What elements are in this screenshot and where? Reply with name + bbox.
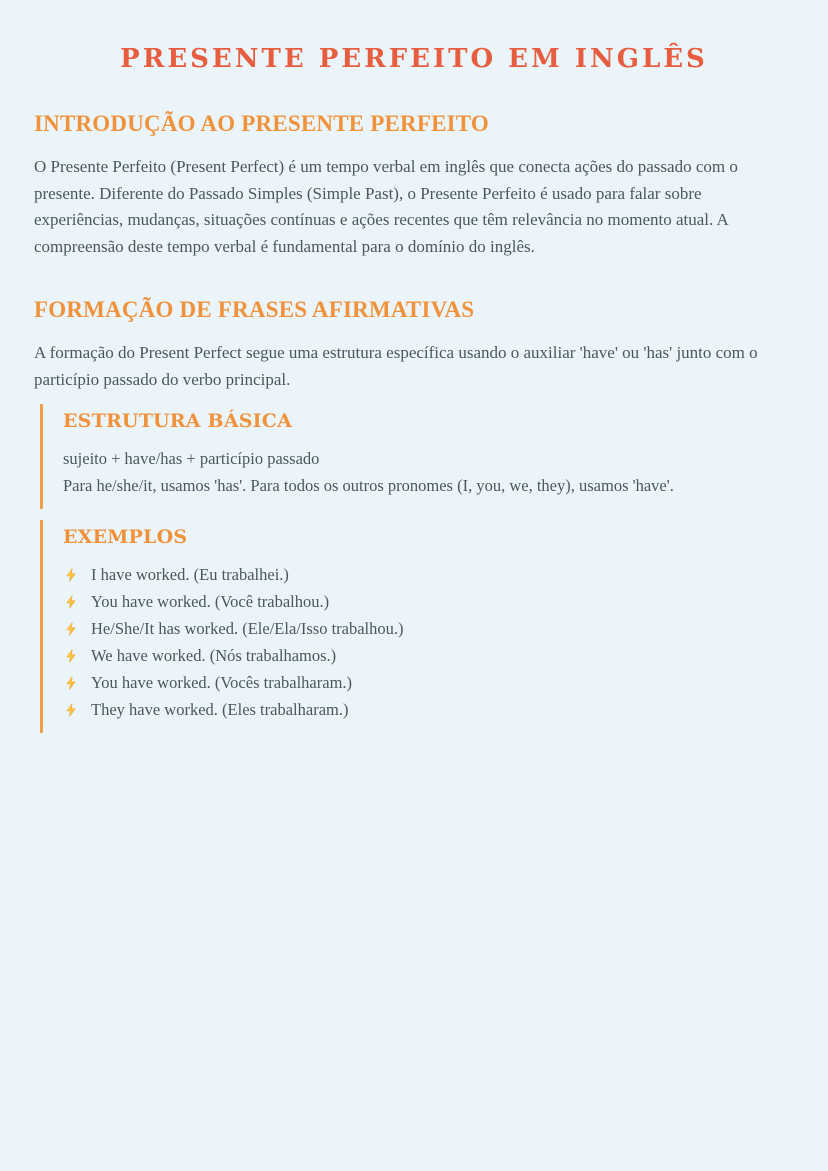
example-item — [63, 696, 706, 723]
example-text: He/She/It has worked. (Ele/Ela/Isso trabalhou.) — [91, 619, 404, 638]
lightning-bolt-icon — [63, 669, 80, 696]
example-text: I have worked. (Eu trabalhei.) — [91, 565, 289, 584]
page-content — [34, 111, 794, 733]
lightning-bolt-icon — [63, 588, 80, 615]
lightning-bolt-icon — [63, 615, 80, 642]
example-item — [63, 588, 706, 615]
example-text: They have worked. (Eles trabalharam.) — [91, 700, 349, 719]
example-list — [63, 561, 706, 723]
lightning-bolt-icon — [63, 696, 80, 723]
example-item — [63, 669, 706, 696]
lightning-bolt-icon — [63, 561, 80, 588]
estrutura-explanation-line: Para he/she/it, usamos 'has'. Para todos os outros pronomes (I, you, we, they), usamos 'have'. — [63, 476, 674, 495]
formacao-paragraph: A formação do Present Perfect segue uma estrutura específica usando o auxiliar 'have' ou 'has' junto com o particípio passado do verbo principal. — [34, 343, 758, 389]
example-text: You have worked. (Vocês trabalharam.) — [91, 673, 353, 692]
estrutura-formula-line: sujeito + have/has + particípio passado — [63, 449, 320, 468]
section-heading-formacao: FORMAÇÃO DE FRASES AFIRMATIVAS — [34, 297, 475, 322]
callout-heading-estrutura: ESTRUTURA BÁSICA — [63, 410, 293, 432]
page-title: PRESENTE PERFEITO EM INGLÊS — [120, 44, 708, 74]
example-text: You have worked. (Você trabalhou.) — [91, 592, 330, 611]
example-item — [63, 561, 706, 588]
callout-estrutura-basica — [40, 404, 794, 509]
callout-heading-exemplos: EXEMPLOS — [63, 526, 188, 548]
callout-exemplos — [40, 520, 794, 733]
lightning-bolt-icon — [63, 642, 80, 669]
example-item — [63, 615, 706, 642]
example-text: We have worked. (Nós trabalhamos.) — [91, 646, 337, 665]
example-item — [63, 642, 706, 669]
intro-paragraph: O Presente Perfeito (Present Perfect) é um tempo verbal em inglês que conecta ações do passado com o presente. Diferente do Passado Simples (Simple Past), o Presente Perfeito é usado para falar sobre experiências, mudanças, situações contínuas e ações recentes que têm relevância no momento atual. A compreensão deste tempo verbal é fundamental para o domínio do inglês. — [34, 157, 738, 256]
section-heading-introducao: INTRODUÇÃO AO PRESENTE PERFEITO — [34, 111, 489, 136]
